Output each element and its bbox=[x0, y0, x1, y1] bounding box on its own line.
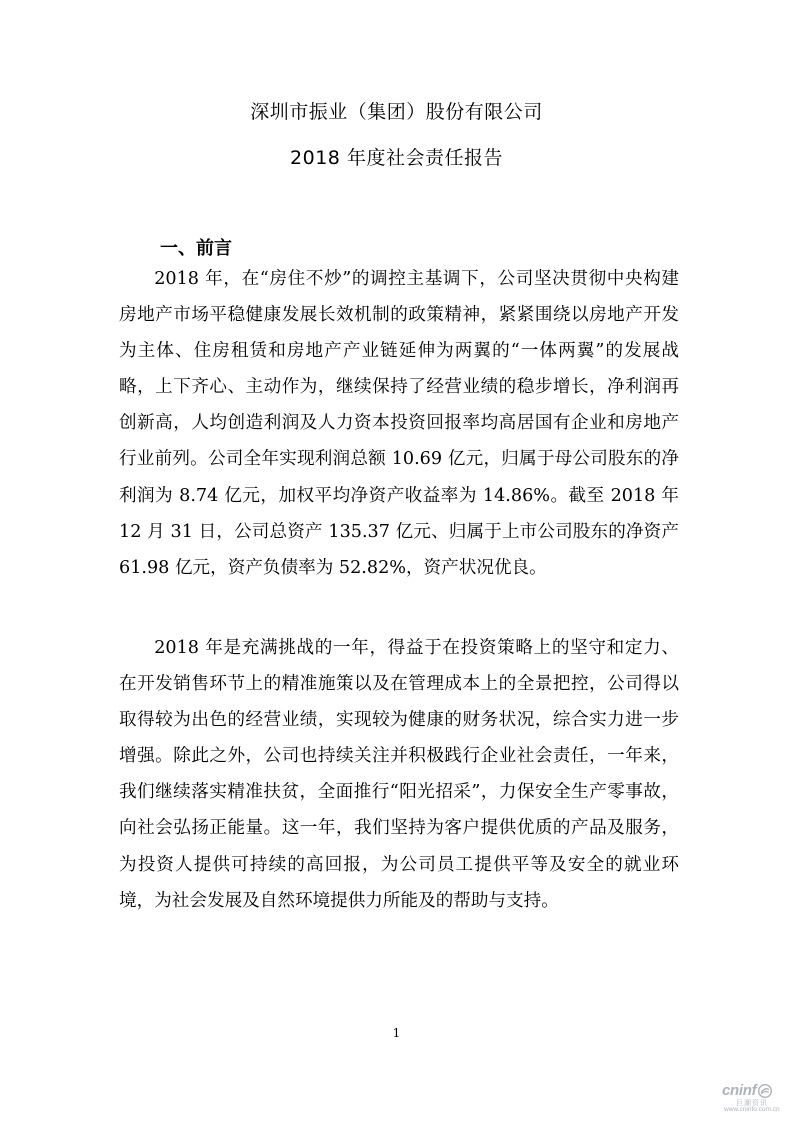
report-title: 2018 年度社会责任报告 bbox=[290, 147, 503, 169]
watermark-cn-text: 巨潮资讯 bbox=[736, 1099, 768, 1107]
report-company-title: 深圳市振业（集团）股份有限公司 bbox=[250, 101, 543, 123]
watermark-logo-text: cninf bbox=[722, 1082, 757, 1099]
preface-paragraph-1: 2018 年，在“房住不炒”的调控主基调下，公司坚决贯彻中央构建房地产市场平稳健康发展长效机制的政策精神，紧紧围绕以房地产开发为主体、住房租赁和房地产产业链延伸为两翼的“一体两翼”的发展战略，上下齐心、主动作为，继续保持了经营业绩的稳步增长，净利润再创新高，人均创造利润及人力资本投资回报率均高居国有企业和房地产行业前列。公司全年实现利润总额 10.69 亿元，归属于母公司股东的净利润为 8.74 亿元，加权平均净资产收益率为 14.86%。截至 2018 年 12 月 31 日，公司总资产 135.37 亿元、归属于上市公司股东的净资产 61.98 亿元，资产负债率为 52.82%，资产状况优良。 bbox=[119, 269, 679, 578]
watermark-url: www.cninfo.com.cn bbox=[724, 1106, 780, 1113]
page-number: 1 bbox=[392, 1026, 401, 1040]
preface-paragraph-2: 2018 年是充满挑战的一年，得益于在投资策略上的坚守和定力、在开发销售环节上的精准施策以及在管理成本上的全景把控，公司得以取得较为出色的经营业绩，实现较为健康的财务状况，综合实力进一步增强。除此之外，公司也持续关注并积极践行企业社会责任，一年来，我们继续落实精准扶贫，全面推行“阳光招采”，力保安全生产零事故，向社会弘扬正能量。这一年，我们坚持为客户提供优质的产品及服务，为投资人提供可持续的高回报，为公司员工提供平等及安全的就业环境，为社会发展及自然环境提供力所能及的帮助与支持。 bbox=[119, 638, 679, 911]
section-heading-preface: 一、前言 bbox=[160, 238, 232, 259]
cninfo-watermark bbox=[714, 1082, 784, 1112]
cninfo-logo-icon bbox=[758, 1084, 772, 1098]
